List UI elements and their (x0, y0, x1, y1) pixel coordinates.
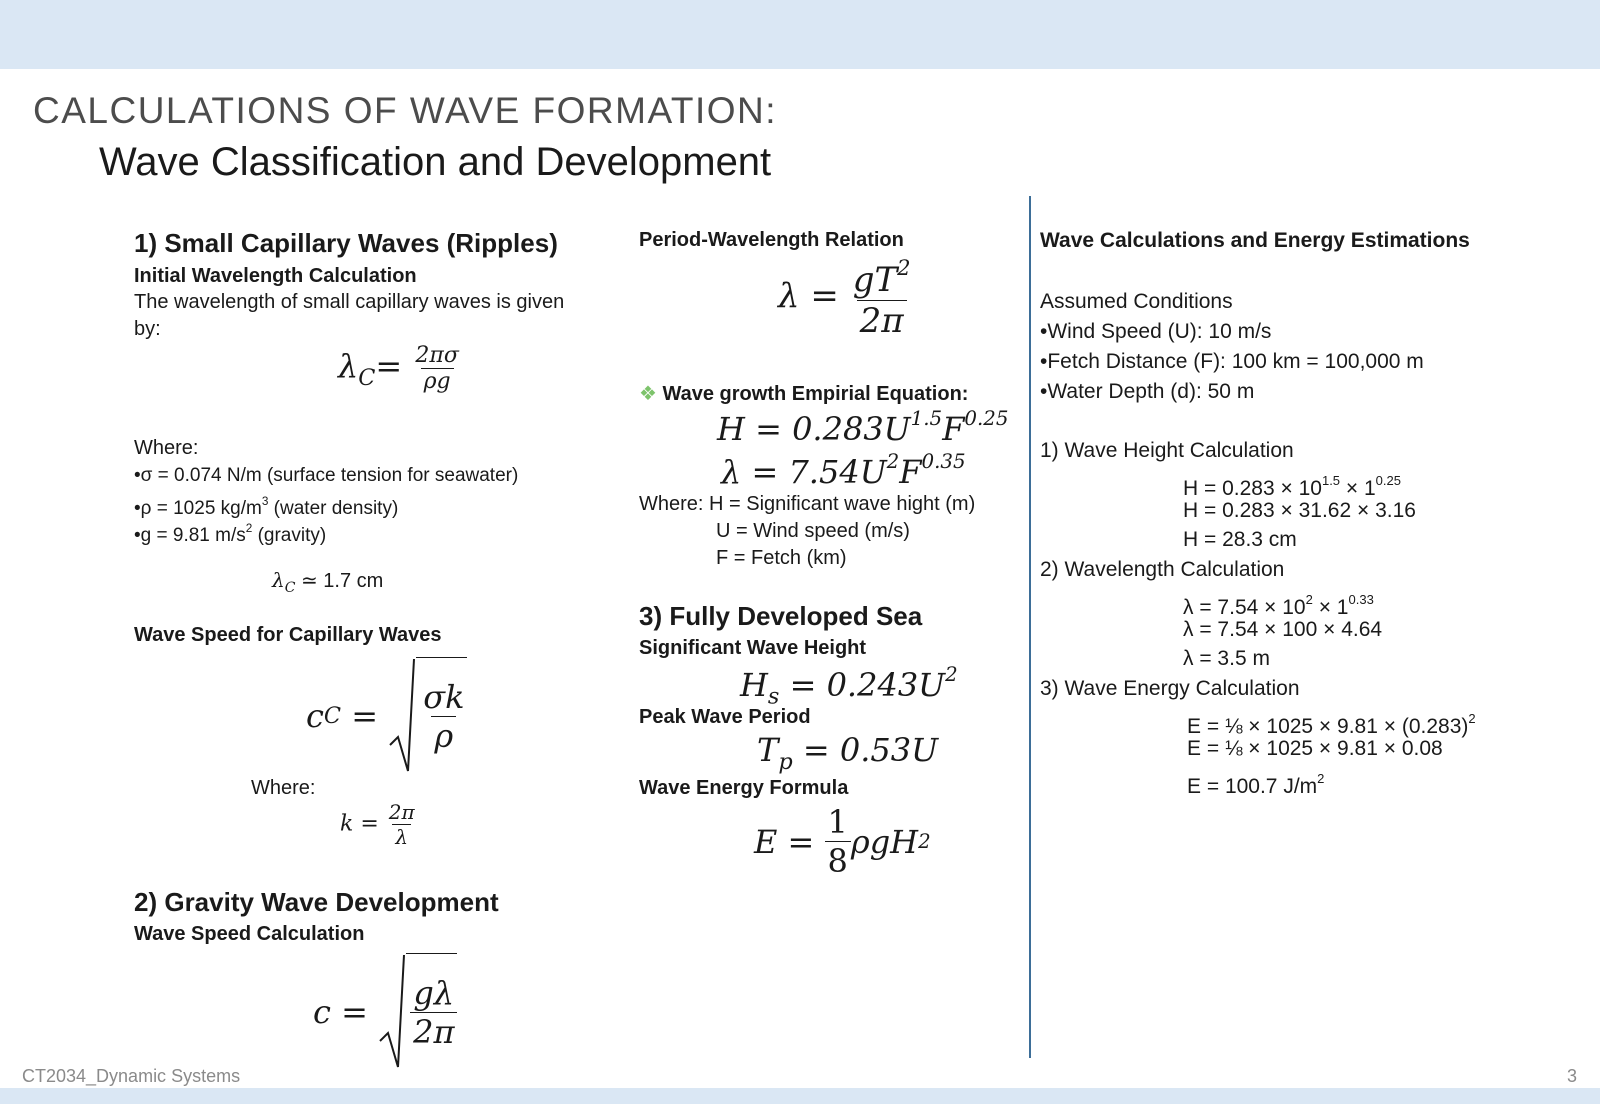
where-label: Where: (134, 437, 199, 459)
wave-energy-equation: E = $\frac{1}{8}$ ρgH 2 (754, 803, 931, 880)
where-line-h: Where: H = Significant wave hight (m) (639, 493, 976, 515)
wave-height-calc-result: H = 28.3 cm (1183, 528, 1297, 551)
top-band (0, 0, 1600, 69)
wave-energy-calc-step1: E = ⅛ × $1025 \times 9.81 \times (0.283)^2$ (1187, 711, 1476, 738)
period-wavelength-equation: λ = $\frac{gT^2}{2\pi}$ (778, 255, 911, 341)
condition-fetch-distance: •Fetch Distance (F): 100 km = 100,000 m (1040, 350, 1424, 373)
section1-heading: 1) Small Capillary Waves (Ripples) (134, 228, 558, 258)
wavelength-calc-step2: λ = 7.54 × 100 × 4.64 (1183, 618, 1383, 641)
significant-wave-height-equation: $H_s = 0.243U^2$ (740, 663, 958, 710)
where-line-f: F = Fetch (km) (716, 547, 847, 569)
section1-text-line2: by: (134, 318, 161, 340)
calculations-heading: Wave Calculations and Energy Estimations (1040, 229, 1470, 252)
bottom-band (0, 1088, 1600, 1104)
wavenumber-equation: k = $\frac{2\pi}{\lambda}$ (340, 800, 415, 849)
wave-growth-heading: ❖ Wave growth Empirial Equation: (639, 383, 969, 405)
gravity-speed-equation: c = $\frac{g\lambda}{2\pi}$ (313, 953, 457, 1071)
wavelength-calc-step1: $\lambda = 7.54 \times 10^2 \times 1^{0.33}$ (1183, 592, 1374, 619)
section3-heading: 3) Fully Developed Sea (639, 601, 923, 631)
section2-subheading: Wave Speed Calculation (134, 923, 365, 945)
wavelength-calc-label: 2) Wavelength Calculation (1040, 558, 1285, 581)
diamond-bullet-icon: ❖ (639, 383, 657, 405)
peak-wave-period-equation: $T_p = 0.53U$ (757, 731, 939, 775)
wave-energy-calc-label: 3) Wave Energy Calculation (1040, 677, 1300, 700)
wave-height-calc-step1: $H = 0.283 \times 10^{1.5} \times 1^{0.25}$ (1183, 473, 1402, 500)
sqrt-sign (388, 657, 416, 775)
assumed-conditions-label: Assumed Conditions (1040, 290, 1233, 313)
wave-height-calc-step2: H = 0.283 × 31.62 × 3.16 (1183, 499, 1416, 522)
condition-wind-speed: •Wind Speed (U): 10 m/s (1040, 320, 1272, 343)
section2-heading: 2) Gravity Wave Development (134, 887, 499, 917)
where-label-2: Where: (251, 777, 316, 799)
wave-height-calc-label: 1) Wave Height Calculation (1040, 439, 1294, 462)
bullet-water-density: •ρ = 1025 $kg/m^3$ (water density) (134, 495, 399, 519)
significant-wave-height-heading: Significant Wave Height (639, 637, 867, 659)
section1-text-line1: The wavelength of small capillary waves is given (134, 291, 565, 313)
column-divider (1029, 196, 1031, 1058)
period-wavelength-heading: Period-Wavelength Relation (639, 229, 904, 251)
wave-energy-calc-result: E = 100.7 $J/m^2$ (1187, 771, 1325, 798)
footer-course-label: CT2034_Dynamic Systems (22, 1066, 241, 1086)
wave-height-empirical-equation: $H = 0.283U^{1.5}F^{0.25}$ (717, 407, 1009, 448)
bullet-gravity: •g = 9.81 $m/s^2$ (gravity) (134, 522, 327, 546)
section1-subheading: Initial Wavelength Calculation (134, 265, 417, 287)
where-line-u: U = Wind speed (m/s) (716, 520, 910, 542)
page-number: 3 (1567, 1066, 1578, 1086)
slide-subtitle: Wave Classification and Development (99, 140, 772, 184)
peak-wave-period-heading: Peak Wave Period (639, 706, 811, 728)
bullet-surface-tension: •σ = 0.074 N/m (surface tension for seawater) (134, 465, 519, 486)
capillary-wavelength-equation: $\lambda_C=$ $\frac{2\pi\sigma}{\rho g}$ (338, 343, 459, 394)
capillary-speed-equation: c C = $\frac{\sigma k}{\rho}$ (306, 657, 467, 775)
wave-energy-calc-step2: E = ⅛ × 1025 × 9.81 × 0.08 (1187, 737, 1443, 760)
wave-energy-heading: Wave Energy Formula (639, 777, 849, 799)
slide-title: CALCULATIONS OF WAVE FORMATION: (33, 90, 778, 131)
capillary-speed-heading: Wave Speed for Capillary Waves (134, 624, 442, 646)
wavelength-calc-result: λ = 3.5 m (1183, 647, 1270, 670)
condition-water-depth: •Water Depth (d): 50 m (1040, 380, 1255, 403)
wavelength-empirical-equation: $\lambda = 7.54U^2F^{0.35}$ (721, 450, 966, 491)
sqrt-sign (378, 953, 406, 1071)
capillary-wavelength-result: $\lambda_C$ ≃ 1.7 cm (272, 568, 384, 596)
